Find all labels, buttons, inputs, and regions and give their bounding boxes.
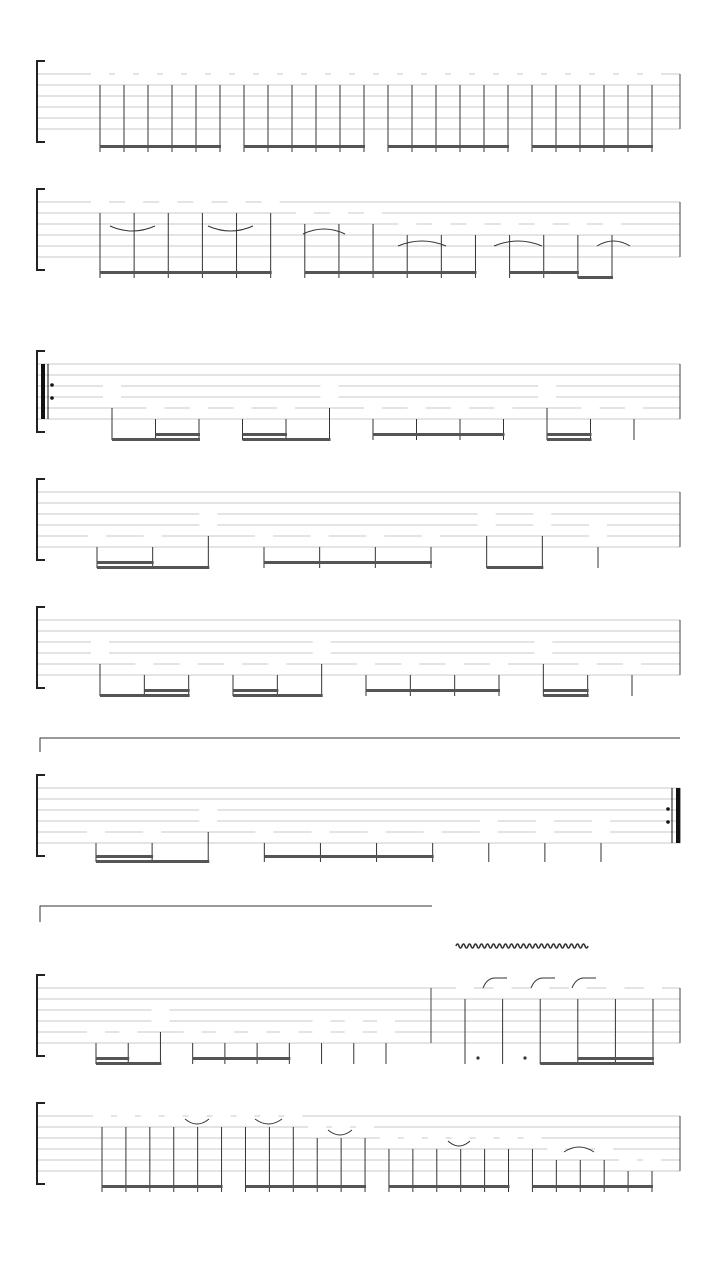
fret-backdrop — [296, 207, 314, 219]
fret-backdrop — [189, 1110, 207, 1122]
fret-backdrop — [147, 402, 165, 414]
beam — [244, 145, 365, 148]
slur — [208, 226, 253, 231]
fret-backdrop — [401, 658, 419, 670]
fret-backdrop — [377, 1015, 395, 1027]
repeat-dot — [666, 820, 670, 824]
fret-backdrop — [589, 519, 607, 531]
fret-backdrop — [534, 636, 552, 648]
repeat-end-bar — [676, 788, 680, 843]
repeat-start-bar — [41, 364, 45, 419]
fret-backdrop — [268, 658, 286, 670]
tab-system — [37, 351, 680, 441]
fret-backdrop — [115, 68, 133, 80]
fret-backdrop — [533, 508, 551, 520]
fret-backdrop — [262, 196, 280, 208]
fret-backdrop — [547, 68, 565, 80]
beam — [264, 561, 432, 564]
beam — [96, 1062, 161, 1065]
fret-backdrop — [311, 530, 329, 542]
fret-backdrop — [466, 218, 484, 230]
fret-backdrop — [213, 1110, 231, 1122]
fret-backdrop — [523, 1132, 541, 1144]
beam — [97, 566, 209, 569]
tab-system — [37, 189, 680, 279]
fret-backdrop — [452, 1132, 470, 1144]
beam — [97, 561, 154, 564]
system-bracket — [37, 1103, 45, 1184]
fret-backdrop — [490, 658, 508, 670]
fret-backdrop — [475, 68, 493, 80]
tab-system — [37, 975, 680, 1065]
system-bracket — [37, 61, 45, 142]
fret-backdrop — [308, 1121, 326, 1133]
fret-backdrop — [538, 380, 556, 392]
fret-backdrop — [379, 68, 397, 80]
beam — [305, 271, 477, 274]
fret-backdrop — [589, 530, 607, 542]
slur — [597, 241, 630, 246]
fret-backdrop — [424, 826, 442, 838]
slur — [398, 241, 446, 246]
fret-backdrop — [211, 68, 229, 80]
fret-backdrop — [187, 68, 205, 80]
fret-backdrop — [125, 196, 143, 208]
fret-backdrop — [199, 508, 217, 520]
fret-backdrop — [603, 218, 621, 230]
fret-backdrop — [87, 1026, 105, 1038]
beam — [96, 860, 209, 863]
beam — [487, 566, 544, 569]
fret-backdrop — [451, 68, 469, 80]
fret-backdrop — [311, 826, 329, 838]
system-bracket — [37, 775, 45, 856]
fret-backdrop — [531, 982, 549, 994]
fret-backdrop — [141, 1110, 159, 1122]
fret-backdrop — [307, 68, 325, 80]
fret-backdrop — [538, 391, 556, 403]
volta-bracket-first — [40, 738, 680, 752]
beam — [156, 433, 201, 436]
fret-backdrop — [571, 68, 589, 80]
beam — [233, 694, 323, 697]
fret-backdrop — [228, 196, 246, 208]
fret-backdrop — [364, 207, 382, 219]
beam — [100, 271, 272, 274]
beam — [366, 689, 500, 692]
beam — [373, 433, 505, 436]
fret-backdrop — [224, 658, 242, 670]
fret-backdrop — [255, 530, 273, 542]
beam — [547, 438, 592, 441]
fret-backdrop — [199, 519, 217, 531]
fret-backdrop — [159, 196, 177, 208]
fret-backdrop — [523, 68, 541, 80]
fret-backdrop — [643, 1154, 661, 1166]
system-bracket — [37, 975, 45, 1056]
system-bracket — [37, 479, 45, 560]
beam — [543, 694, 588, 697]
system-bracket — [37, 607, 45, 688]
fret-backdrop — [216, 1026, 234, 1038]
beam — [100, 145, 221, 148]
fret-backdrop — [432, 218, 450, 230]
staccato-dot — [523, 1056, 526, 1059]
fret-backdrop — [345, 1015, 363, 1027]
fret-backdrop — [331, 68, 349, 80]
fret-backdrop — [494, 982, 512, 994]
beam — [389, 1185, 510, 1188]
fret-backdrop — [119, 1026, 137, 1038]
beam — [388, 145, 509, 148]
fret-backdrop — [88, 530, 106, 542]
fret-backdrop — [313, 647, 331, 659]
beam — [245, 1185, 366, 1188]
fret-backdrop — [260, 1110, 278, 1122]
beam — [144, 689, 189, 692]
fret-backdrop — [259, 68, 277, 80]
fret-backdrop — [451, 402, 469, 414]
fret-backdrop — [547, 1143, 565, 1155]
beam — [96, 855, 153, 858]
fret-backdrop — [643, 68, 661, 80]
beam — [264, 855, 433, 858]
beam — [543, 689, 588, 692]
fret-backdrop — [321, 391, 339, 403]
fret-backdrop — [422, 530, 440, 542]
fret-backdrop — [619, 68, 637, 80]
beam — [96, 1057, 129, 1060]
fret-backdrop — [199, 815, 217, 827]
tab-system — [37, 479, 680, 569]
fret-backdrop — [151, 1015, 169, 1027]
fret-backdrop — [404, 1132, 422, 1144]
fret-backdrop — [143, 826, 161, 838]
fret-backdrop — [644, 982, 662, 994]
fret-backdrop — [332, 1121, 350, 1133]
fret-backdrop — [103, 391, 121, 403]
fret-backdrop — [321, 380, 339, 392]
fret-backdrop — [446, 658, 464, 670]
fret-backdrop — [595, 68, 613, 80]
fret-backdrop — [535, 218, 553, 230]
fret-backdrop — [235, 68, 253, 80]
fret-backdrop — [579, 658, 597, 670]
beam — [100, 694, 190, 697]
fret-backdrop — [87, 826, 105, 838]
fret-backdrop — [283, 68, 301, 80]
fret-backdrop — [428, 1132, 446, 1144]
fret-backdrop — [151, 1004, 169, 1016]
tab-system — [37, 775, 680, 863]
fret-backdrop — [345, 1026, 363, 1038]
fret-backdrop — [93, 1110, 111, 1122]
beam — [510, 271, 579, 274]
fret-backdrop — [91, 636, 109, 648]
fret-backdrop — [277, 402, 295, 414]
slur — [110, 226, 155, 231]
fret-backdrop — [313, 1015, 331, 1027]
repeat-dot — [50, 396, 54, 400]
beam — [532, 145, 653, 148]
fret-backdrop — [91, 196, 109, 208]
beam — [112, 438, 200, 441]
fret-backdrop — [139, 68, 157, 80]
fret-backdrop — [480, 815, 498, 827]
fret-backdrop — [478, 508, 496, 520]
fret-backdrop — [495, 402, 513, 414]
fret-backdrop — [255, 826, 273, 838]
fret-backdrop — [595, 1143, 613, 1155]
fret-backdrop — [91, 68, 109, 80]
fret-backdrop — [163, 68, 181, 80]
fret-backdrop — [571, 1143, 589, 1155]
fret-backdrop — [480, 826, 498, 838]
fret-backdrop — [364, 402, 382, 414]
fret-backdrop — [398, 218, 416, 230]
fret-backdrop — [284, 1110, 302, 1122]
fret-backdrop — [313, 1026, 331, 1038]
fret-backdrop — [236, 1110, 254, 1122]
beam — [233, 689, 278, 692]
fret-backdrop — [165, 1110, 183, 1122]
beam — [540, 1062, 654, 1065]
fret-backdrop — [606, 982, 624, 994]
fret-backdrop — [356, 1121, 374, 1133]
fret-backdrop — [91, 647, 109, 659]
beam — [102, 1185, 223, 1188]
fret-backdrop — [377, 1026, 395, 1038]
fret-backdrop — [403, 68, 421, 80]
system-bracket — [37, 189, 45, 270]
fret-backdrop — [193, 196, 211, 208]
fret-backdrop — [456, 982, 474, 994]
fret-backdrop — [313, 636, 331, 648]
fret-backdrop — [533, 519, 551, 531]
fret-backdrop — [569, 982, 587, 994]
repeat-dot — [50, 383, 54, 387]
fret-backdrop — [234, 402, 252, 414]
fret-backdrop — [190, 402, 208, 414]
repeat-dot — [666, 807, 670, 811]
beam — [193, 1057, 291, 1060]
fret-backdrop — [408, 402, 426, 414]
fret-backdrop — [478, 519, 496, 531]
fret-backdrop — [368, 826, 386, 838]
fret-backdrop — [184, 1026, 202, 1038]
beam — [532, 1185, 653, 1188]
fret-backdrop — [248, 1026, 266, 1038]
tab-system — [37, 61, 680, 152]
fret-backdrop — [623, 658, 641, 670]
fret-backdrop — [501, 218, 519, 230]
beam — [547, 433, 592, 436]
fret-backdrop — [427, 68, 445, 80]
slur — [494, 241, 542, 246]
fret-backdrop — [180, 658, 198, 670]
vibrato-line — [456, 944, 588, 948]
fret-backdrop — [476, 1132, 494, 1144]
fret-backdrop — [199, 804, 217, 816]
beam — [243, 433, 288, 436]
fret-backdrop — [366, 530, 384, 542]
fret-backdrop — [534, 647, 552, 659]
fret-backdrop — [536, 826, 554, 838]
fret-backdrop — [355, 68, 373, 80]
volta-bracket-second — [40, 906, 432, 922]
fret-backdrop — [582, 402, 600, 414]
tab-system — [37, 607, 680, 697]
fret-backdrop — [499, 68, 517, 80]
fret-backdrop — [569, 218, 587, 230]
beam — [243, 438, 331, 441]
staccato-dot — [476, 1056, 479, 1059]
fret-backdrop — [330, 207, 348, 219]
fret-backdrop — [500, 1132, 518, 1144]
fret-backdrop — [144, 530, 162, 542]
fret-backdrop — [380, 1132, 398, 1144]
beam — [578, 1057, 654, 1060]
fret-backdrop — [592, 826, 610, 838]
beam — [578, 276, 613, 279]
fret-backdrop — [536, 815, 554, 827]
fret-backdrop — [103, 380, 121, 392]
fret-backdrop — [357, 658, 375, 670]
fret-backdrop — [280, 1026, 298, 1038]
fret-backdrop — [619, 1154, 637, 1166]
fret-backdrop — [592, 815, 610, 827]
fret-backdrop — [625, 402, 643, 414]
fret-backdrop — [135, 658, 153, 670]
fret-backdrop — [117, 1110, 135, 1122]
